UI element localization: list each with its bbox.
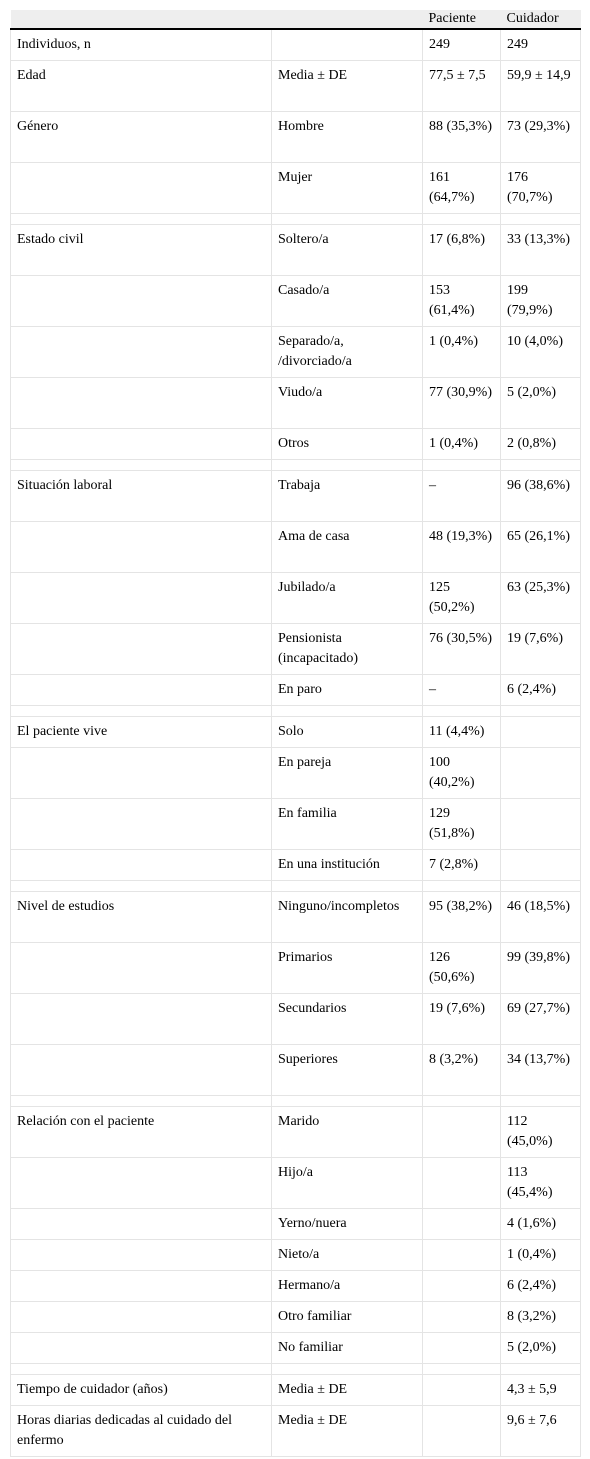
cell-paciente: 48 (19,3%) [423,522,501,573]
cell-category: Media ± DE [272,1406,423,1457]
header-category [272,10,423,29]
cell-paciente: 95 (38,2%) [423,892,501,943]
cell-paciente: 76 (30,5%) [423,624,501,675]
cell-category: Otro familiar [272,1302,423,1333]
table-row [11,429,581,460]
cell-category: Otros [272,429,423,460]
cell-cuidador [501,717,581,748]
table-row [11,378,581,429]
demographics-table [10,10,581,1457]
header-cuidador: Cuidador [501,10,581,29]
cell-variable: Edad [11,61,272,112]
table-row [11,1302,581,1333]
table-row [11,717,581,748]
cell-category: Trabaja [272,471,423,522]
spacer-cell [501,214,581,225]
cell-paciente [423,1158,501,1209]
spacer-cell [501,881,581,892]
cell-cuidador: 199 (79,9%) [501,276,581,327]
table-row [11,799,581,850]
cell-variable [11,994,272,1045]
cell-variable: Tiempo de cuidador (años) [11,1375,272,1406]
cell-paciente: 126 (50,6%) [423,943,501,994]
spacer-cell [423,460,501,471]
spacer-cell [501,706,581,717]
table-row [11,1107,581,1158]
cell-category [272,29,423,61]
cell-variable [11,429,272,460]
cell-variable [11,850,272,881]
spacer-row [11,214,581,225]
cell-cuidador: 249 [501,29,581,61]
spacer-cell [423,214,501,225]
cell-cuidador: 112 (45,0%) [501,1107,581,1158]
cell-cuidador: 59,9 ± 14,9 [501,61,581,112]
spacer-cell [272,460,423,471]
table-row [11,624,581,675]
cell-variable: El paciente vive [11,717,272,748]
cell-variable [11,1333,272,1364]
spacer-row [11,881,581,892]
cell-paciente: 1 (0,4%) [423,327,501,378]
cell-paciente: 7 (2,8%) [423,850,501,881]
cell-cuidador: 4,3 ± 5,9 [501,1375,581,1406]
cell-variable [11,163,272,214]
cell-category: Nieto/a [272,1240,423,1271]
cell-variable [11,1045,272,1096]
cell-cuidador: 69 (27,7%) [501,994,581,1045]
cell-variable [11,276,272,327]
table-row [11,276,581,327]
table-row [11,1209,581,1240]
table-row [11,675,581,706]
table-row [11,1240,581,1271]
spacer-cell [11,1096,272,1107]
cell-category: No familiar [272,1333,423,1364]
cell-paciente: 77 (30,9%) [423,378,501,429]
table-row [11,327,581,378]
cell-cuidador: 5 (2,0%) [501,378,581,429]
cell-category: En paro [272,675,423,706]
cell-variable [11,943,272,994]
spacer-cell [11,706,272,717]
spacer-cell [501,1364,581,1375]
cell-category: Viudo/a [272,378,423,429]
cell-variable: Individuos, n [11,29,272,61]
spacer-cell [272,706,423,717]
cell-cuidador: 1 (0,4%) [501,1240,581,1271]
cell-variable: Relación con el paciente [11,1107,272,1158]
cell-category: Media ± DE [272,1375,423,1406]
cell-paciente: 249 [423,29,501,61]
cell-variable [11,1158,272,1209]
spacer-cell [423,881,501,892]
cell-variable [11,799,272,850]
cell-category: Pensionista (incapacitado) [272,624,423,675]
spacer-cell [272,1096,423,1107]
cell-variable [11,1240,272,1271]
table-row [11,573,581,624]
cell-cuidador: 46 (18,5%) [501,892,581,943]
spacer-cell [11,214,272,225]
table-body [11,29,581,1457]
cell-variable: Estado civil [11,225,272,276]
cell-paciente: – [423,471,501,522]
cell-cuidador: 96 (38,6%) [501,471,581,522]
cell-variable [11,327,272,378]
spacer-cell [501,460,581,471]
cell-category: Solo [272,717,423,748]
cell-cuidador: 8 (3,2%) [501,1302,581,1333]
spacer-cell [11,881,272,892]
cell-category: Media ± DE [272,61,423,112]
header-row [11,10,581,29]
spacer-row [11,1364,581,1375]
table-row [11,1045,581,1096]
cell-cuidador: 19 (7,6%) [501,624,581,675]
cell-variable [11,1209,272,1240]
data-table-container [10,10,580,1457]
cell-paciente: – [423,675,501,706]
cell-cuidador: 176 (70,7%) [501,163,581,214]
cell-cuidador: 9,6 ± 7,6 [501,1406,581,1457]
cell-paciente: 17 (6,8%) [423,225,501,276]
cell-cuidador: 6 (2,4%) [501,1271,581,1302]
cell-paciente [423,1209,501,1240]
table-row [11,1375,581,1406]
cell-paciente: 153 (61,4%) [423,276,501,327]
spacer-cell [11,460,272,471]
cell-category: Secundarios [272,994,423,1045]
cell-variable [11,675,272,706]
cell-paciente: 19 (7,6%) [423,994,501,1045]
cell-paciente [423,1107,501,1158]
spacer-row [11,706,581,717]
cell-category: Jubilado/a [272,573,423,624]
cell-paciente: 161 (64,7%) [423,163,501,214]
cell-category: Hijo/a [272,1158,423,1209]
spacer-row [11,460,581,471]
cell-paciente: 11 (4,4%) [423,717,501,748]
table-row [11,850,581,881]
cell-paciente [423,1302,501,1333]
table-row [11,471,581,522]
spacer-cell [272,881,423,892]
cell-category: En una institución [272,850,423,881]
cell-category: Hombre [272,112,423,163]
cell-cuidador [501,748,581,799]
cell-variable [11,573,272,624]
cell-category: Ama de casa [272,522,423,573]
spacer-cell [11,1364,272,1375]
cell-cuidador [501,799,581,850]
cell-paciente [423,1240,501,1271]
cell-cuidador: 33 (13,3%) [501,225,581,276]
cell-variable: Horas diarias dedicadas al cuidado del enfermo [11,1406,272,1457]
cell-paciente [423,1333,501,1364]
table-row [11,748,581,799]
cell-variable: Nivel de estudios [11,892,272,943]
table-row [11,225,581,276]
cell-cuidador: 2 (0,8%) [501,429,581,460]
cell-category: Mujer [272,163,423,214]
table-row [11,522,581,573]
cell-variable [11,1302,272,1333]
cell-cuidador: 4 (1,6%) [501,1209,581,1240]
cell-category: Ninguno/incompletos [272,892,423,943]
cell-paciente [423,1406,501,1457]
cell-variable [11,378,272,429]
table-row [11,29,581,61]
cell-category: Soltero/a [272,225,423,276]
table-row [11,892,581,943]
cell-category: En pareja [272,748,423,799]
cell-cuidador: 10 (4,0%) [501,327,581,378]
cell-variable [11,1271,272,1302]
table-row [11,994,581,1045]
cell-variable: Situación laboral [11,471,272,522]
cell-variable [11,748,272,799]
cell-paciente [423,1375,501,1406]
cell-cuidador: 63 (25,3%) [501,573,581,624]
cell-cuidador: 99 (39,8%) [501,943,581,994]
cell-category: Primarios [272,943,423,994]
cell-category: Separado/a, /divorciado/a [272,327,423,378]
cell-category: Marido [272,1107,423,1158]
cell-category: Yerno/nuera [272,1209,423,1240]
cell-paciente: 88 (35,3%) [423,112,501,163]
table-row [11,61,581,112]
cell-category: Hermano/a [272,1271,423,1302]
cell-paciente: 8 (3,2%) [423,1045,501,1096]
cell-cuidador: 5 (2,0%) [501,1333,581,1364]
header-variable [11,10,272,29]
spacer-cell [423,1096,501,1107]
cell-cuidador: 65 (26,1%) [501,522,581,573]
spacer-row [11,1096,581,1107]
table-row [11,163,581,214]
cell-variable [11,522,272,573]
cell-cuidador [501,850,581,881]
table-row [11,112,581,163]
spacer-cell [501,1096,581,1107]
table-row [11,1406,581,1457]
cell-paciente: 100 (40,2%) [423,748,501,799]
cell-paciente: 77,5 ± 7,5 [423,61,501,112]
spacer-cell [423,1364,501,1375]
cell-paciente: 125 (50,2%) [423,573,501,624]
cell-cuidador: 34 (13,7%) [501,1045,581,1096]
spacer-cell [423,706,501,717]
cell-paciente [423,1271,501,1302]
cell-variable [11,624,272,675]
cell-cuidador: 6 (2,4%) [501,675,581,706]
table-row [11,943,581,994]
cell-category: Superiores [272,1045,423,1096]
table-row [11,1271,581,1302]
cell-category: Casado/a [272,276,423,327]
cell-paciente: 1 (0,4%) [423,429,501,460]
cell-category: En familia [272,799,423,850]
spacer-cell [272,214,423,225]
header-paciente: Paciente [423,10,501,29]
spacer-cell [272,1364,423,1375]
table-row [11,1333,581,1364]
cell-variable: Género [11,112,272,163]
cell-cuidador: 113 (45,4%) [501,1158,581,1209]
table-header [11,10,581,29]
cell-cuidador: 73 (29,3%) [501,112,581,163]
table-row [11,1158,581,1209]
cell-paciente: 129 (51,8%) [423,799,501,850]
